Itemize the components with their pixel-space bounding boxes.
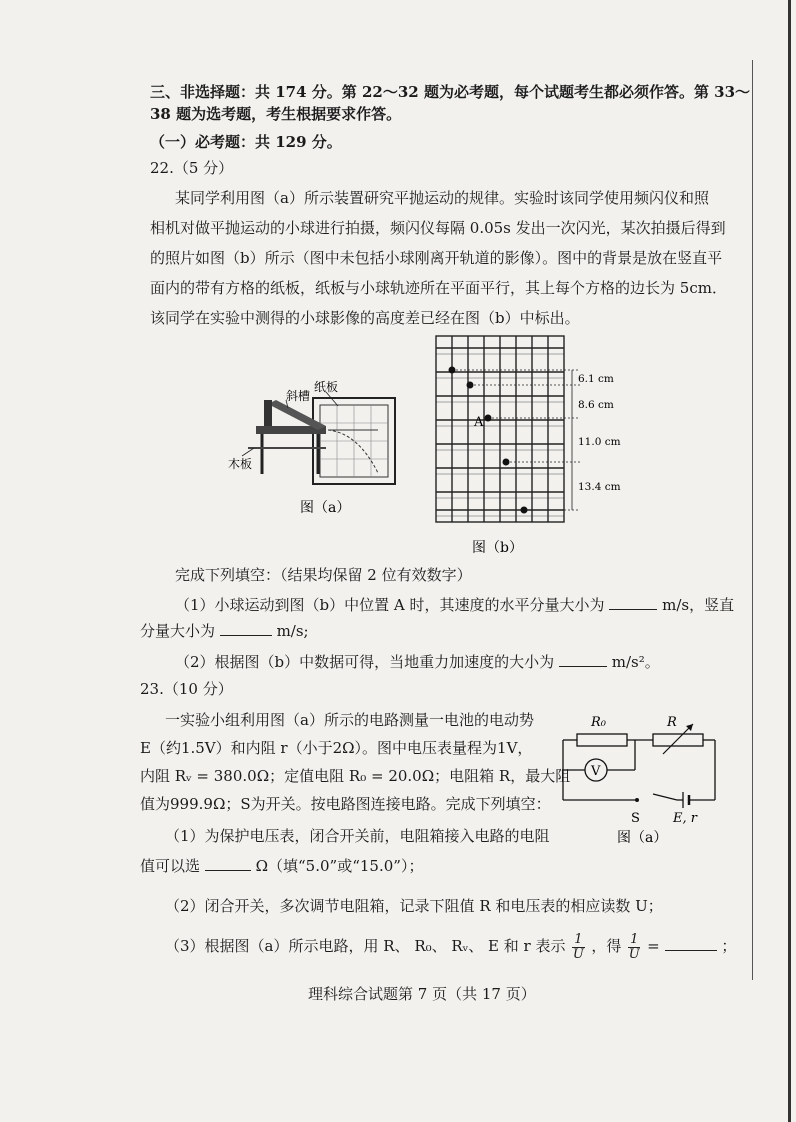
q23-sub-3-mid: ，得 [591,937,622,955]
q22-sub-1-text: （1）小球运动到图（b）中位置 A 时，其速度的水平分量大小为 [175,596,605,614]
q22-header: 22.（5 分） [150,159,234,177]
trajectory [328,430,378,473]
fig-a-caption: 图（a） [300,500,351,516]
q22-sub-1-cont-text: 分量大小为 [140,622,216,640]
q23-para-2: E（约1.5V）和内阻 r（小于2Ω）。图中电压表量程为1V， [140,739,533,757]
required-heading: （一）必考题：共 129 分。 [150,133,342,151]
q23-para-3: 内阻 Rᵥ = 380.0Ω；定值电阻 R₀ = 20.0Ω；电阻箱 R，最大阻 [140,767,571,785]
gap-label-2: 8.6 cm [578,399,614,411]
answer-blank-vx[interactable] [609,595,657,610]
q22-figure-a [228,378,408,518]
q23-header: 23.（10 分） [140,680,233,698]
q22-sub-2 [175,652,660,672]
fig-b-caption: 图（b） [472,540,523,556]
voltmeter-label: V [591,764,601,779]
q22-sub-1-cont [140,621,309,641]
ball-image-3 [503,459,510,466]
q22-para-5: 该同学在实验中测得的小球影像的高度差已经在图（b）中标出。 [150,309,580,327]
label-board: 纸板 [314,380,339,394]
q22-sub-1-unit: m/s，竖直 [662,596,735,614]
q23-sub-1-cont [140,856,423,876]
ball-image-1 [449,367,456,374]
q23-sub-1-prefix: 值可以选 [140,857,201,875]
q22-para-3: 的照片如图（b）所示（图中未包括小球刚离开轨道的影像）。图中的背景是放在竖直平 [150,249,723,267]
page-footer: 理科综合试题第 7 页（共 17 页） [308,985,536,1003]
margin-line [752,60,753,980]
board-grid [320,405,388,477]
point-a-label: A [474,415,484,430]
answer-blank-g[interactable] [559,652,607,667]
gap-label-4: 13.4 cm [578,481,621,493]
r-label: R [667,715,677,730]
answer-blank-expression[interactable] [665,936,717,951]
q23-circuit-figure [555,708,725,848]
dimension-lines [456,370,580,510]
page-edge [788,0,791,1122]
ball-image-2 [467,382,474,389]
q22-figure-b [430,330,630,560]
switch-pivot [635,798,639,802]
resistor-box-r [653,734,703,746]
fraction-1-over-u-2: $\frac{1}{U}$ [628,931,640,962]
slope-support [264,400,272,426]
q23-para-4: 值为999.9Ω；S为开关。按电路图连接电路。完成下列填空： [140,795,551,813]
q23-sub-3-eq: = [647,937,660,955]
circuit-wires [563,740,715,800]
q23-para-1: 一实验小组利用图（a）所示的电路测量一电池的电动势 [165,711,534,729]
section-line-1: 三、非选择题：共 174 分。第 22～32 题为必考题，每个试题考生都必须作答。第 33～ [150,83,751,101]
fraction-1-over-u: $\frac{1}{U}$ [572,931,584,962]
q23-sub-3-text: （3）根据图（a）所示电路，用 R、 R₀、 Rᵥ、 E 和 r 表示 [165,937,566,955]
q23-sub-3-end: ； [721,937,737,955]
ball-image-a [485,415,492,422]
q22-instruction: 完成下列填空：（结果均保留 2 位有效数字） [175,566,472,584]
q22-sub-1-cont-unit: m/s; [276,622,309,640]
circuit-caption: 图（a） [617,830,668,846]
q22-sub-2-unit: m/s²。 [611,653,660,671]
q23-sub-1-suffix: Ω（填“5.0”或“15.0”）； [255,857,424,875]
label-wood: 木板 [228,457,253,471]
ball-image-4 [521,507,528,514]
gap-label-3: 11.0 cm [578,436,621,448]
section-line-2: 38 题为选考题，考生根据要求作答。 [150,105,402,123]
battery-label: E, r [673,811,697,826]
switch-label: S [631,811,640,826]
q23-sub-3 [165,930,736,962]
resistor-r0 [577,734,627,746]
q22-para-2: 相机对做平抛运动的小球进行拍摄，频闪仪每隔 0.05s 发出一次闪光，某次拍摄后得到 [150,219,726,237]
main-grid [436,336,564,522]
label-slope: 斜槽 [286,389,311,403]
q22-sub-2-text: （2）根据图（b）中数据可得，当地重力加速度的大小为 [175,653,555,671]
answer-blank-vy[interactable] [220,621,272,636]
r0-label: R₀ [591,715,606,730]
q23-sub-2: （2）闭合开关，多次调节电阻箱，记录下阻值 R 和电压表的相应读数 U； [165,897,663,915]
q23-sub-1: （1）为保护电压表，闭合开关前，电阻箱接入电路的电阻 [165,827,550,845]
slope [268,400,326,430]
q22-para-4: 面内的带有方格的纸板，纸板与小球轨迹所在平面平行，其上每个方格的边长为 5cm． [150,279,727,297]
answer-blank-resistance[interactable] [205,856,251,871]
q22-para-1: 某同学利用图（a）所示装置研究平抛运动的规律。实验时该同学使用频闪仪和照 [175,189,709,207]
q22-sub-1 [175,595,734,615]
gap-label-1: 6.1 cm [578,373,614,385]
